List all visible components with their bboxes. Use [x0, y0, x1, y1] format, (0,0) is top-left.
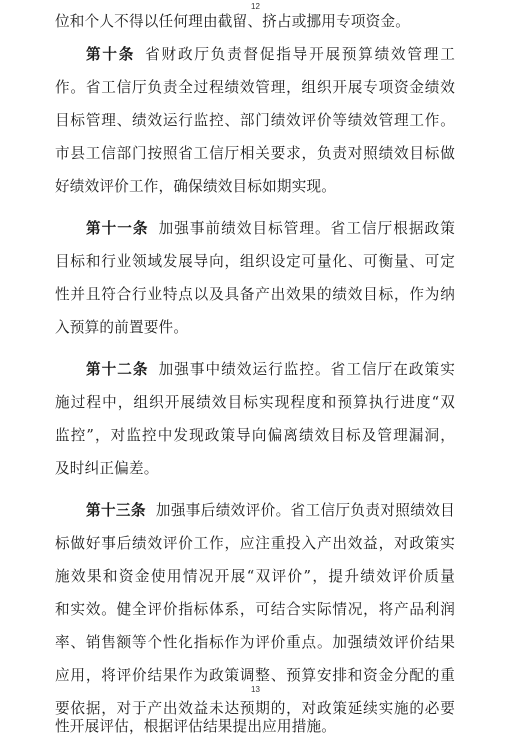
text-line: 性并且符合行业特点以及具备产出效果的绩效目标，作为纳 — [55, 286, 455, 303]
text-line: 率、销售额等个性化指标作为评价重点。加强绩效评价结果 — [55, 634, 455, 651]
text-line: 应用，将评价结果作为政策调整、预算安排和资金分配的重 — [55, 667, 455, 684]
article-heading-line: 第十一条 加强事前绩效目标管理。省工信厅根据政策 — [86, 220, 455, 237]
text-line: 标做好事后绩效评价工作，应注重投入产出效益，对政策实 — [55, 535, 455, 552]
text-line: 和实效。健全评价指标体系，可结合实际情况，将产品利润 — [55, 601, 455, 618]
article-heading-line: 第十条 省财政厅负责督促指导开展预算绩效管理工 — [86, 46, 455, 63]
text-line: 及时纠正偏差。 — [55, 460, 159, 477]
article-heading-line: 第十三条 加强事后绩效评价。省工信厅负责对照绩效目 — [86, 502, 455, 519]
text-line: 作。省工信厅负责全过程绩效管理，组织开展专项资金绩效 — [55, 79, 455, 96]
text-line: 目标和行业领域发展导向，组织设定可量化、可衡量、可定 — [55, 253, 455, 270]
text-line: 入预算的前置要件。 — [55, 319, 189, 336]
page-number-bottom: 13 — [251, 685, 260, 694]
page-number-top: 12 — [251, 2, 260, 11]
article-number: 第十条 — [86, 46, 136, 63]
text-line: 市县工信部门按照省工信厅相关要求，负责对照绩效目标做 — [55, 145, 455, 162]
article-heading-line: 第十二条 加强事中绩效运行监控。省工信厅在政策实 — [86, 361, 455, 378]
article-number: 第十三条 — [86, 502, 146, 519]
text-line: 位和个人不得以任何理由截留、挤占或挪用专项资金。 — [55, 13, 411, 30]
text-line: 性开展评估，根据评估结果提出应用措施。 — [55, 718, 337, 735]
text-line: 监控”，对监控中发现政策导向偏离绩效目标及管理漏洞， — [55, 427, 455, 444]
article-number: 第十一条 — [86, 220, 149, 237]
text-line: 施效果和资金使用情况开展“双评价”，提升绩效评价质量 — [55, 568, 455, 585]
text-line: 目标管理、绩效运行监控、部门绩效评价等绩效管理工作。 — [55, 112, 455, 129]
text-line: 好绩效评价工作，确保绩效目标如期实现。 — [55, 178, 337, 195]
text-line: 要依据，对于产出效益未达预期的，对政策延续实施的必要 — [55, 700, 455, 717]
text-line: 施过程中，组织开展绩效目标实现程度和预算执行进度“双 — [55, 394, 455, 411]
article-number: 第十二条 — [86, 361, 149, 378]
